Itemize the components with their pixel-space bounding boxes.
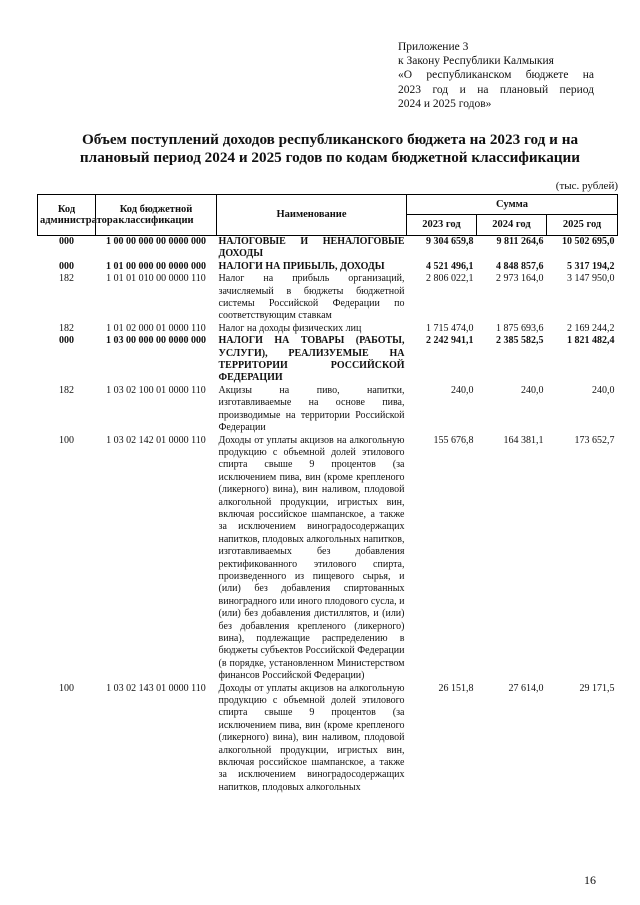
- row-classification-code: 1 01 02 000 01 0000 110: [106, 322, 206, 334]
- row-value-2023: 26 151,8: [438, 682, 474, 694]
- header-name: Наименование: [217, 195, 407, 236]
- row-name: НАЛОГИ НА ПРИБЫЛЬ, ДОХОДЫ: [218, 260, 385, 272]
- table-row: [38, 323, 618, 335]
- row-admin-code: 000: [59, 236, 74, 247]
- row-value-2023: 240,0: [451, 384, 474, 396]
- row-value-2025: 10 502 695,0: [562, 236, 615, 247]
- row-admin-code: 100: [59, 682, 74, 694]
- header-code: Код бюджетной классификации: [96, 195, 217, 236]
- appendix-line: «О республиканском бюджете на: [398, 69, 594, 82]
- units-label: (тыс. рублей): [555, 180, 618, 192]
- row-value-2024: 164 381,1: [503, 434, 544, 446]
- row-classification-code: 1 03 02 100 01 0000 110: [106, 384, 206, 396]
- row-value-2025: 5 317 194,2: [567, 260, 615, 272]
- row-classification-code: 1 03 00 000 00 0000 000: [106, 335, 206, 347]
- row-value-2024: 27 614,0: [508, 682, 544, 694]
- row-value-2025: 3 147 950,0: [567, 273, 615, 285]
- row-value-2025: 2 169 244,2: [567, 322, 615, 334]
- appendix-block: [398, 40, 594, 111]
- row-value-2023: 4 521 496,1: [426, 260, 474, 272]
- row-value-2023: 2 242 941,1: [426, 335, 474, 347]
- row-value-2023: 155 676,8: [433, 434, 474, 446]
- header-2023: 2023 год: [407, 215, 477, 236]
- row-value-2025: 1 821 482,4: [567, 335, 615, 347]
- row-name: Налог на прибыль организаций, зачисляемый в бюджеты бюджетной системы Российской Федерации по соответствующим ставкам: [218, 273, 405, 322]
- row-name: Налог на доходы физических лиц: [218, 322, 362, 334]
- row-admin-code: 000: [59, 260, 74, 272]
- header-2024: 2024 год: [477, 215, 547, 236]
- table-row: [38, 435, 618, 683]
- row-admin-code: 000: [59, 335, 74, 347]
- row-value-2023: 9 304 659,8: [426, 236, 474, 247]
- row-admin-code: 100: [59, 434, 74, 446]
- row-value-2024: 240,0: [521, 384, 544, 396]
- row-value-2024: 2 385 582,5: [496, 335, 544, 347]
- row-classification-code: 1 03 02 142 01 0000 110: [106, 434, 206, 446]
- row-name: НАЛОГИ НА ТОВАРЫ (РАБОТЫ, УСЛУГИ), РЕАЛИЗУЕМЫЕ НА ТЕРРИТОРИИ РОССИЙСКОЙ ФЕДЕРАЦИИ: [218, 335, 405, 384]
- page-number: 16: [584, 873, 596, 887]
- row-classification-code: 1 00 00 000 00 0000 000: [106, 236, 206, 247]
- row-admin-code: 182: [59, 322, 74, 334]
- row-classification-code: 1 01 00 000 00 0000 000: [106, 260, 206, 272]
- table-row: [38, 683, 618, 795]
- appendix-line: Приложение 3: [398, 41, 469, 53]
- table-row: [38, 385, 618, 435]
- header-sum: Сумма: [407, 195, 618, 215]
- row-admin-code: 182: [59, 384, 74, 396]
- row-value-2023: 2 806 022,1: [426, 273, 474, 285]
- table-row: [38, 261, 618, 273]
- row-name: Доходы от уплаты акцизов на алкогольную продукцию с объемной долей этилового спирта свыше 9 процентов (за исключением пива, вин (кроме крепленого (ликерного) вина), вин наливом, плодовой алкогольной продукции, игристых вин, включая российское шампанское, а также за исключением виноградосодержащих напитков, плодовых алкогольных: [218, 682, 405, 793]
- row-classification-code: 1 03 02 143 01 0000 110: [106, 682, 206, 694]
- document-title: Объем поступлений доходов республиканского бюджета на 2023 год и на плановый период 2024 и 2025 годов по кодам бюджетной классификации: [79, 131, 581, 166]
- row-value-2025: 240,0: [592, 384, 615, 396]
- row-value-2024: 2 973 164,0: [496, 273, 544, 285]
- row-value-2023: 1 715 474,0: [426, 322, 474, 334]
- appendix-line: 2023 год и на плановый период: [398, 83, 594, 96]
- table-row: [38, 273, 618, 323]
- row-value-2024: 9 811 264,6: [496, 236, 544, 247]
- appendix-line: к Закону Республики Калмыкия: [398, 55, 554, 68]
- row-value-2025: 29 171,5: [579, 682, 615, 694]
- table-row: [38, 236, 618, 261]
- row-classification-code: 1 01 01 010 00 0000 110: [106, 273, 206, 285]
- revenue-table: [37, 194, 618, 794]
- row-name: Акцизы на пиво, напитки, изготавливаемые на основе пива, производимые на территории Российской Федерации: [218, 384, 405, 434]
- row-value-2024: 4 848 857,6: [496, 260, 544, 272]
- row-value-2024: 1 875 693,6: [496, 322, 544, 334]
- row-name: НАЛОГОВЫЕ И НЕНАЛОГОВЫЕ ДОХОДЫ: [218, 236, 405, 260]
- table-row: [38, 335, 618, 385]
- row-admin-code: 182: [59, 273, 74, 285]
- row-name: Доходы от уплаты акцизов на алкогольную продукцию с объемной долей этилового спирта свыше 9 процентов (за исключением пива, вин (кроме крепленого (ликерного) вина), вин наливом, плодовой алкогольной продукции, игристых вин, включая российское шампанское, а также за исключением виноградосодержащих напитков, плодовых алкогольных напитков, изготавливаемых без добавления ректификованного этилового спирта, произведенного из пищевого сырья, и (или) без добавления спиртованных виноградного или иного плодового сусла, и (или) без добавления дистиллятов, и (или) без добавления крепленого (ликерного) вина), подлежащие распределению в бюджеты субъектов Российской Федерации (в порядке, установленном Министерством финансов Российской Федерации): [218, 434, 405, 682]
- appendix-line: 2024 и 2025 годов»: [398, 97, 492, 110]
- header-2025: 2025 год: [547, 215, 618, 236]
- header-admin: Код администратора: [38, 195, 96, 236]
- row-value-2025: 173 652,7: [574, 434, 615, 446]
